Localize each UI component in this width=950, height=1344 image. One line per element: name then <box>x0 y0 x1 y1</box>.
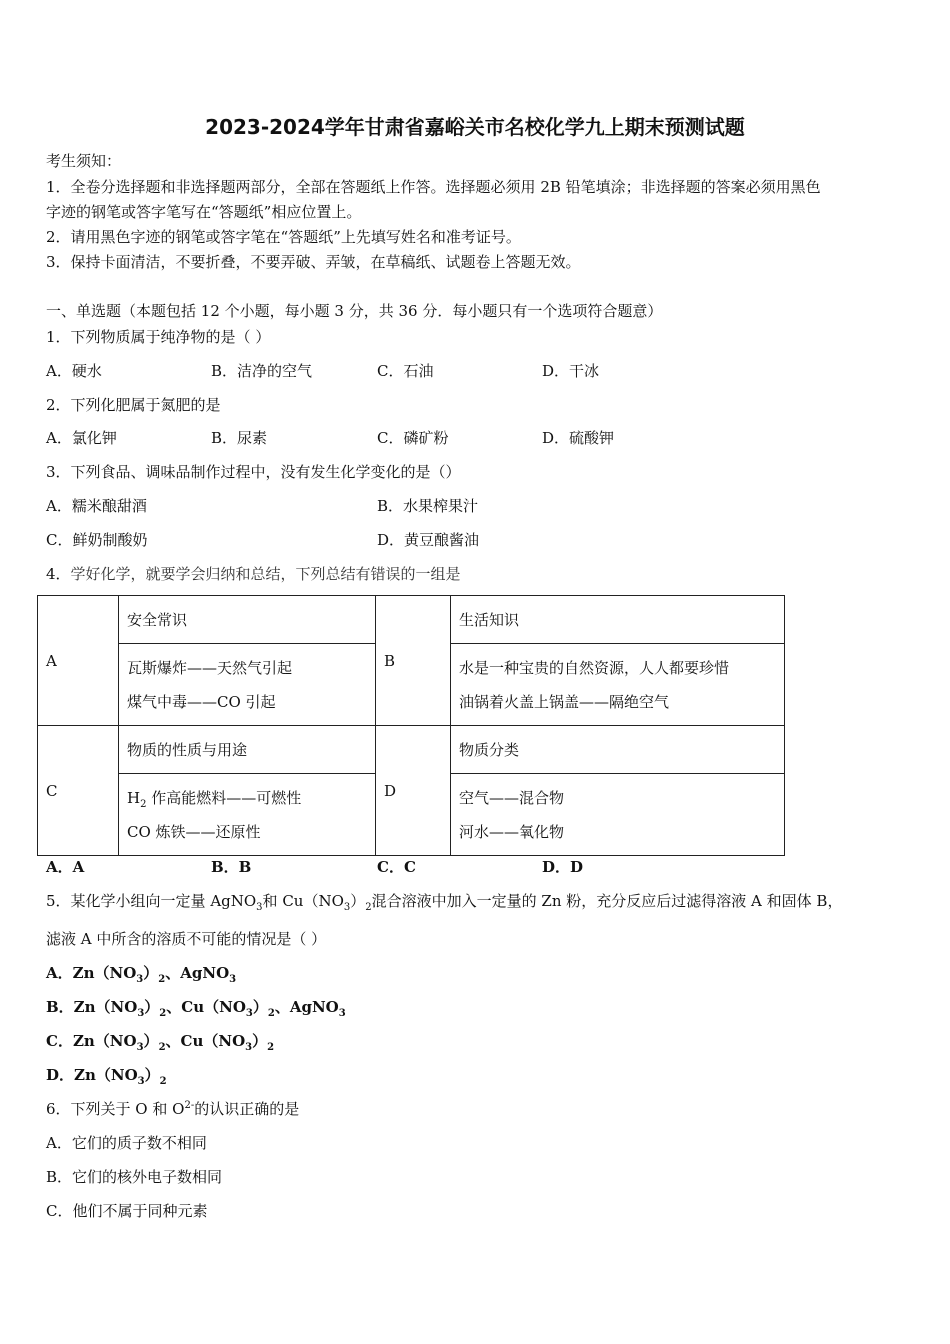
cell-line: 空气——混合物 <box>459 788 565 807</box>
q5-option-b[interactable] <box>46 997 346 1017</box>
question-number: 4． <box>46 565 71 583</box>
row-label-d: D <box>376 726 451 856</box>
q4-option-b[interactable]: B．B <box>211 858 252 876</box>
q3-option-b[interactable]: B．水果榨果汁 <box>377 497 479 515</box>
stem-part: 和 Cu（NO <box>262 892 344 910</box>
summary-table <box>37 595 785 856</box>
subscript: 3 <box>245 1008 253 1019</box>
superscript: 2- <box>184 1100 195 1111</box>
subscript: 3 <box>137 1008 145 1019</box>
option-text: ） <box>143 1032 159 1050</box>
subscript: 2 <box>158 974 166 985</box>
stem-part: 的认识正确的是 <box>194 1100 300 1118</box>
option-text: ） <box>143 964 159 982</box>
option-text: B．Zn（NO <box>46 998 138 1016</box>
subscript: 3 <box>136 974 144 985</box>
cell-heading: 物质的性质与用途 <box>119 726 376 774</box>
q5-option-d[interactable] <box>46 1065 167 1085</box>
subscript: 3 <box>137 1076 145 1087</box>
subscript: 3 <box>256 902 263 913</box>
question-2-stem: 2．下列化肥属于氮肥的是 <box>46 396 221 414</box>
q1-option-a[interactable]: A．硬水 <box>46 362 102 380</box>
question-6-stem <box>46 1099 299 1119</box>
q2-option-a[interactable]: A．氯化钾 <box>46 429 117 447</box>
option-text: ） <box>144 1066 160 1084</box>
q5-option-c[interactable] <box>46 1031 274 1051</box>
q6-option-b[interactable]: B．它们的核外电子数相同 <box>46 1168 223 1186</box>
q2-option-b[interactable]: B．尿素 <box>211 429 268 447</box>
page-title: 2023-2024学年甘肃省嘉峪关市名校化学九上期末预测试题 <box>205 115 745 139</box>
notice-line: 3．保持卡面清洁，不要折叠，不要弄破、弄皱，在草稿纸、试题卷上答题无效。 <box>46 253 581 271</box>
subscript: 2 <box>159 1076 167 1087</box>
question-1-stem: 1．下列物质属于纯净物的是（ ） <box>46 328 271 346</box>
option-text: 、Cu（NO <box>166 998 246 1016</box>
cell-line: CO 炼铁——还原性 <box>127 822 261 841</box>
row-label-c: C <box>38 726 119 856</box>
q3-option-d[interactable]: D．黄豆酿酱油 <box>377 531 480 549</box>
q4-option-a[interactable]: A．A <box>46 858 85 876</box>
option-text: 、AgNO <box>165 964 230 982</box>
subscript: 3 <box>245 1042 253 1053</box>
option-text: ） <box>252 1032 268 1050</box>
subscript: 3 <box>343 902 351 913</box>
question-3-stem: 3．下列食品、调味品制作过程中，没有发生化学变化的是（） <box>46 463 461 481</box>
cell-line: 河水——氧化物 <box>459 822 565 841</box>
cell-line: 油锅着火盖上锅盖——隔绝空气 <box>459 692 670 711</box>
row-label-b: B <box>376 596 451 726</box>
cell-content <box>451 774 785 856</box>
cell-heading: 物质分类 <box>451 726 785 774</box>
q3-option-c[interactable]: C．鲜奶制酸奶 <box>46 531 148 549</box>
cell-line <box>127 781 367 815</box>
notice-line: 字迹的钢笔或答字笔写在“答题纸”相应位置上。 <box>46 203 362 221</box>
q1-option-d[interactable]: D．干冰 <box>542 362 600 380</box>
subscript: 2 <box>365 902 372 913</box>
option-text: 、AgNO <box>274 998 339 1016</box>
subscript: 3 <box>136 1042 144 1053</box>
q1-option-b[interactable]: B．洁净的空气 <box>211 362 313 380</box>
question-5-stem <box>46 891 842 911</box>
cell-line: 瓦斯爆炸——天然气引起 <box>127 658 293 677</box>
cell-heading: 安全常识 <box>119 596 376 644</box>
q1-option-c[interactable]: C．石油 <box>377 362 434 380</box>
q6-option-c[interactable]: C．他们不属于同种元素 <box>46 1202 208 1220</box>
cell-line: 水是一种宝贵的自然资源，人人都要珍惜 <box>459 658 730 677</box>
subscript: 2 <box>267 1008 275 1019</box>
q4-option-d[interactable]: D．D <box>542 858 584 876</box>
stem-part: 5．某化学小组向一定量 AgNO <box>46 892 257 910</box>
q4-option-c[interactable]: C．C <box>377 858 416 876</box>
q3-option-a[interactable]: A．糯米酿甜酒 <box>46 497 147 515</box>
q5-option-a[interactable] <box>46 963 236 983</box>
question-5-stem-line2: 滤液 A 中所含的溶质不可能的情况是（ ） <box>46 930 327 948</box>
cell-heading: 生活知识 <box>451 596 785 644</box>
subscript: 2 <box>158 1042 166 1053</box>
option-text: C．Zn（NO <box>46 1032 137 1050</box>
question-4-stem <box>46 564 461 584</box>
formula-subscript: 2 <box>140 798 147 810</box>
notice-heading: 考生须知： <box>46 152 122 170</box>
cell-content <box>119 774 376 856</box>
notice-line: 2．请用黑色字迹的钢笔或答字笔在“答题纸”上先填写姓名和准考证号。 <box>46 228 521 246</box>
question-text: 学好化学，就要学会归纳和总结，下列总结有错误的一组是 <box>70 565 461 583</box>
q2-option-c[interactable]: C．磷矿粉 <box>377 429 449 447</box>
subscript: 3 <box>229 974 237 985</box>
stem-part: ） <box>350 892 366 910</box>
option-text: D．Zn（NO <box>46 1066 138 1084</box>
stem-part: 混合溶液中加入一定量的 Zn 粉，充分反应后过滤得溶液 A 和固体 B， <box>371 892 843 910</box>
q6-option-a[interactable]: A．它们的质子数不相同 <box>46 1134 207 1152</box>
q2-option-d[interactable]: D．硫酸钾 <box>542 429 615 447</box>
subscript: 3 <box>338 1008 346 1019</box>
cell-content <box>119 644 376 726</box>
formula-rest: 作高能燃料——可燃性 <box>146 788 302 807</box>
option-text: ） <box>144 998 160 1016</box>
cell-content <box>451 644 785 726</box>
stem-part: 6．下列关于 O 和 O <box>46 1100 185 1118</box>
cell-line: 煤气中毒——CO 引起 <box>127 692 276 711</box>
option-text: 、Cu（NO <box>165 1032 246 1050</box>
notice-line: 1．全卷分选择题和非选择题两部分，全部在答题纸上作答。选择题必须用 2B 铅笔填涂；非选择题的答案必须用黑色 <box>46 178 821 196</box>
formula-h: H <box>127 788 141 807</box>
subscript: 2 <box>267 1042 275 1053</box>
subscript: 2 <box>159 1008 167 1019</box>
option-text: A．Zn（NO <box>46 964 137 982</box>
section-heading: 一、单选题（本题包括 12 个小题，每小题 3 分，共 36 分．每小题只有一个选项符合题意） <box>46 302 663 320</box>
row-label-a: A <box>38 596 119 726</box>
option-text: ） <box>252 998 268 1016</box>
